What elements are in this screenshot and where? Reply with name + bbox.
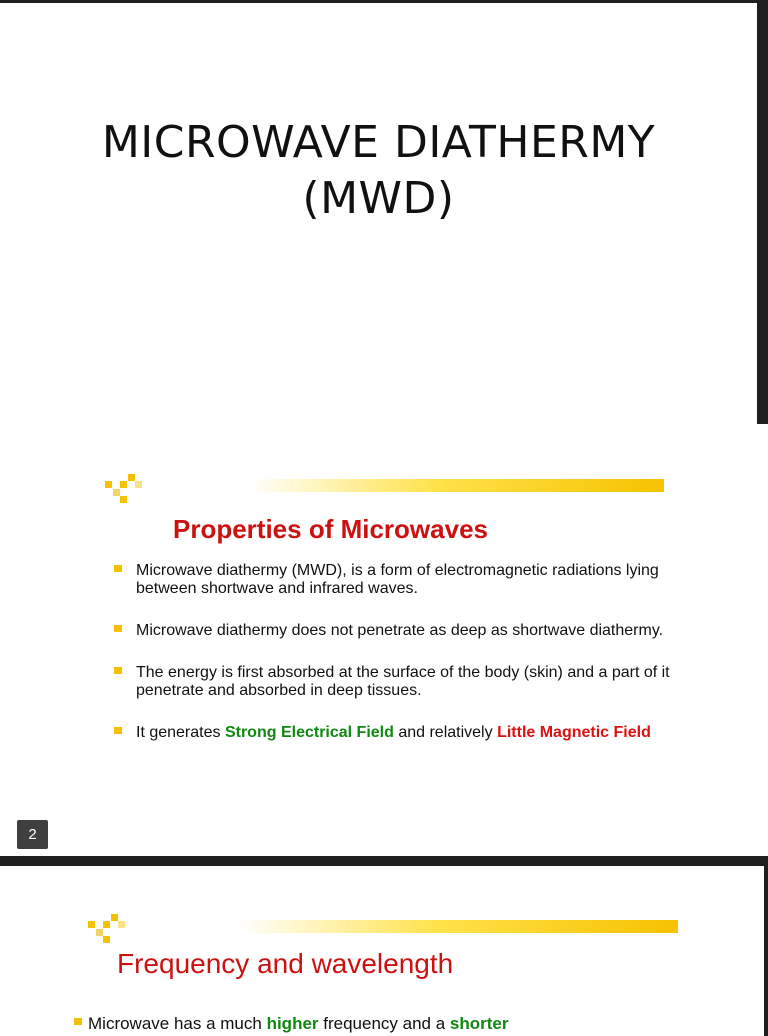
square-bullet-icon: [114, 625, 122, 632]
checkmark-squares-icon: [105, 474, 141, 502]
square-bullet-icon: [114, 667, 122, 674]
slide-heading: Properties of Microwaves: [173, 514, 488, 544]
slide-title-text: [0, 115, 757, 227]
partial-middle: frequency and a: [318, 1014, 450, 1033]
bullet-text: The energy is first absorbed at the surface of the body (skin) and a part of it penetrate and absorbed in deep tissues.: [136, 664, 670, 699]
square-bullet-icon: [114, 727, 122, 734]
checkmark-squares-icon: [88, 914, 124, 942]
list-item: [114, 562, 674, 598]
list-item: [114, 622, 674, 640]
title-line-2: (MWD): [302, 173, 455, 224]
partial-prefix: Microwave has a much: [88, 1014, 267, 1033]
bullet-text: Microwave diathermy does not penetrate as deep as shortwave diathermy.: [136, 622, 664, 639]
list-item: [114, 724, 674, 742]
bullet-text: Microwave diathermy (MWD), is a form of electromagnetic radiations lying between shortwave and infrared waves.: [136, 562, 659, 597]
partial-bullet-text: [88, 1014, 508, 1034]
slide-title: [0, 3, 757, 424]
slide-heading: Frequency and wavelength: [117, 948, 454, 979]
strong-electrical-field: Strong Electrical Field: [224, 724, 394, 741]
title-line-1: MICROWAVE DIATHERMY: [101, 117, 656, 168]
list-item: [114, 664, 674, 700]
slide-frequency: [0, 866, 764, 1036]
heading-accent-bar: [250, 479, 664, 492]
partial-green: higher: [266, 1014, 319, 1033]
bullet-text-middle: and relatively: [393, 724, 498, 741]
bullet-list: [114, 562, 674, 766]
little-magnetic-field: Little Magnetic Field: [497, 724, 651, 741]
bullet-text-prefix: It generates: [136, 724, 225, 741]
slide-properties: [0, 424, 768, 856]
square-bullet-icon: [114, 565, 122, 572]
heading-accent-bar: [240, 920, 678, 933]
page-number-badge: 2: [17, 820, 48, 849]
partial-green-2: shorter: [449, 1014, 509, 1033]
